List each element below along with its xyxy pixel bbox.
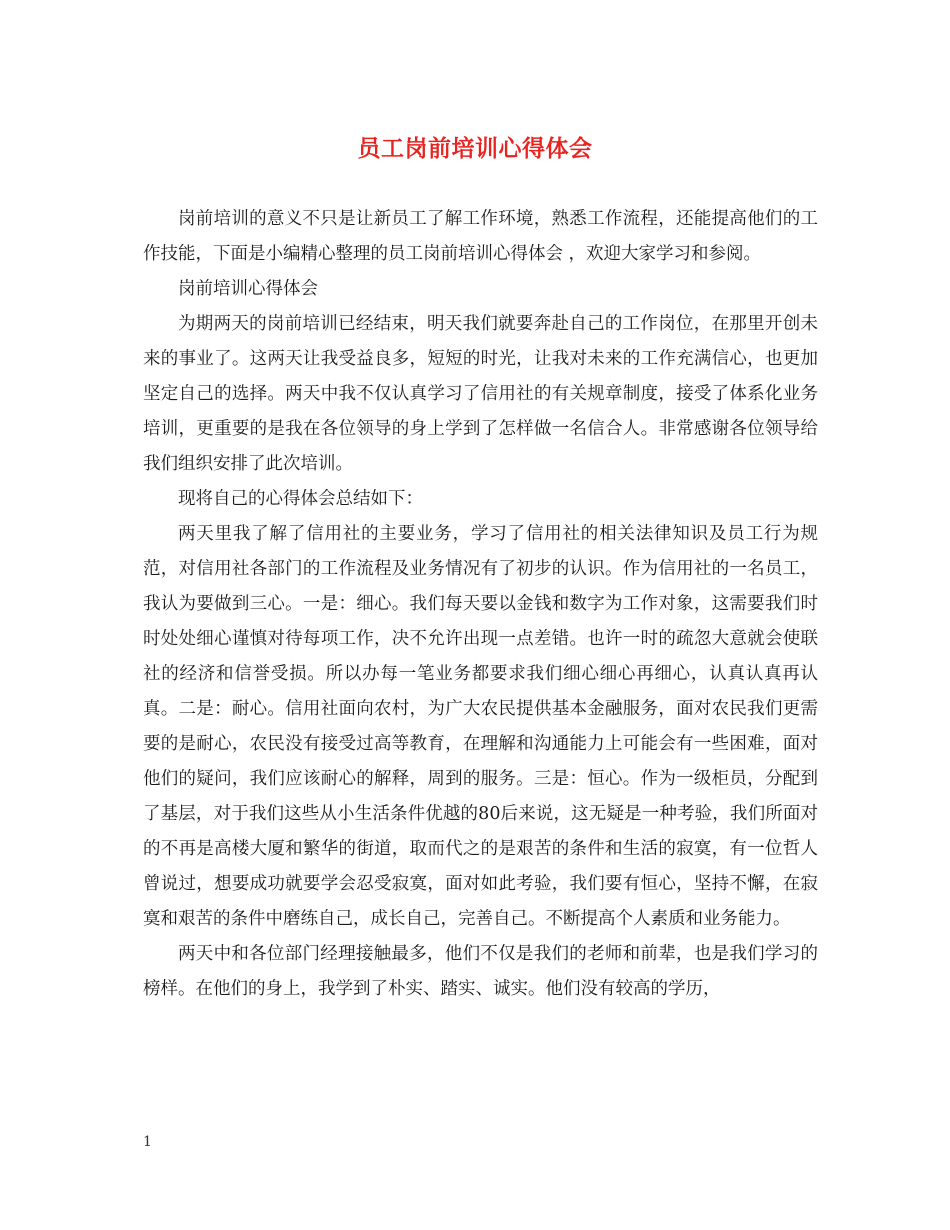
- paragraph-managers: 两天中和各位部门经理接触最多，他们不仅是我们的老师和前辈，也是我们学习的榜样。在他们的身上，我学到了朴实、踏实、诚实。他们没有较高的学历，: [143, 944, 818, 999]
- page-number: 1: [143, 1134, 152, 1150]
- paragraph-intro: 岗前培训的意义不只是让新员工了解工作环境，熟悉工作流程，还能提高他们的工作技能，下面是小编精心整理的员工岗前培训心得体会 ，欢迎大家学习和参阅。: [143, 209, 818, 264]
- document-title: 员工岗前培训心得体会: [357, 135, 593, 162]
- document-body: [143, 202, 818, 1007]
- paragraph-training-summary: 为期两天的岗前培训已经结束，明天我们就要奔赴自己的工作岗位，在那里开创未来的事业了。这两天让我受益良多，短短的时光，让我对未来的工作充满信心，也更加坚定自己的选择。两天中我不仅认真学习了信用社的有关规章制度，接受了体系化业务培训，更重要的是我在各位领导的身上学到了怎样做一名信合人。非常感谢各位领导给我们组织安排了此次培训。: [143, 314, 818, 474]
- paragraph-summary-lead: 现将自己的心得体会总结如下：: [178, 489, 423, 509]
- paragraph-subheading: 岗前培训心得体会: [178, 279, 318, 299]
- paragraph-three-hearts: 两天里我了解了信用社的主要业务，学习了信用社的相关法律知识及员工行为规范，对信用社各部门的工作流程及业务情况有了初步的认识。作为信用社的一名员工，我认为要做到三心。一是：细心。我们每天要以金钱和数字为工作对象，这需要我们时时处处细心谨慎对待每项工作，决不允许出现一点差错。也许一时的疏忽大意就会使联社的经济和信誉受损。所以办每一笔业务都要求我们细心细心再细心，认真认真再认真。二是：耐心。信用社面向农村，为广大农民提供基本金融服务，面对农民我们更需要的是耐心，农民没有接受过高等教育，在理解和沟通能力上可能会有一些困难，面对他们的疑问，我们应该耐心的解释，周到的服务。三是：恒心。作为一级柜员，分配到了基层，对于我们这些从小生活条件优越的80后来说，这无疑是一种考验，我们所面对的不再是高楼大厦和繁华的街道，取而代之的是艰苦的条件和生活的寂寞，有一位哲人曾说过，想要成功就要学会忍受寂寞，面对如此考验，我们要有恒心，坚持不懈，在寂寞和艰苦的条件中磨练自己，成长自己，完善自己。不断提高个人素质和业务能力。: [143, 524, 818, 929]
